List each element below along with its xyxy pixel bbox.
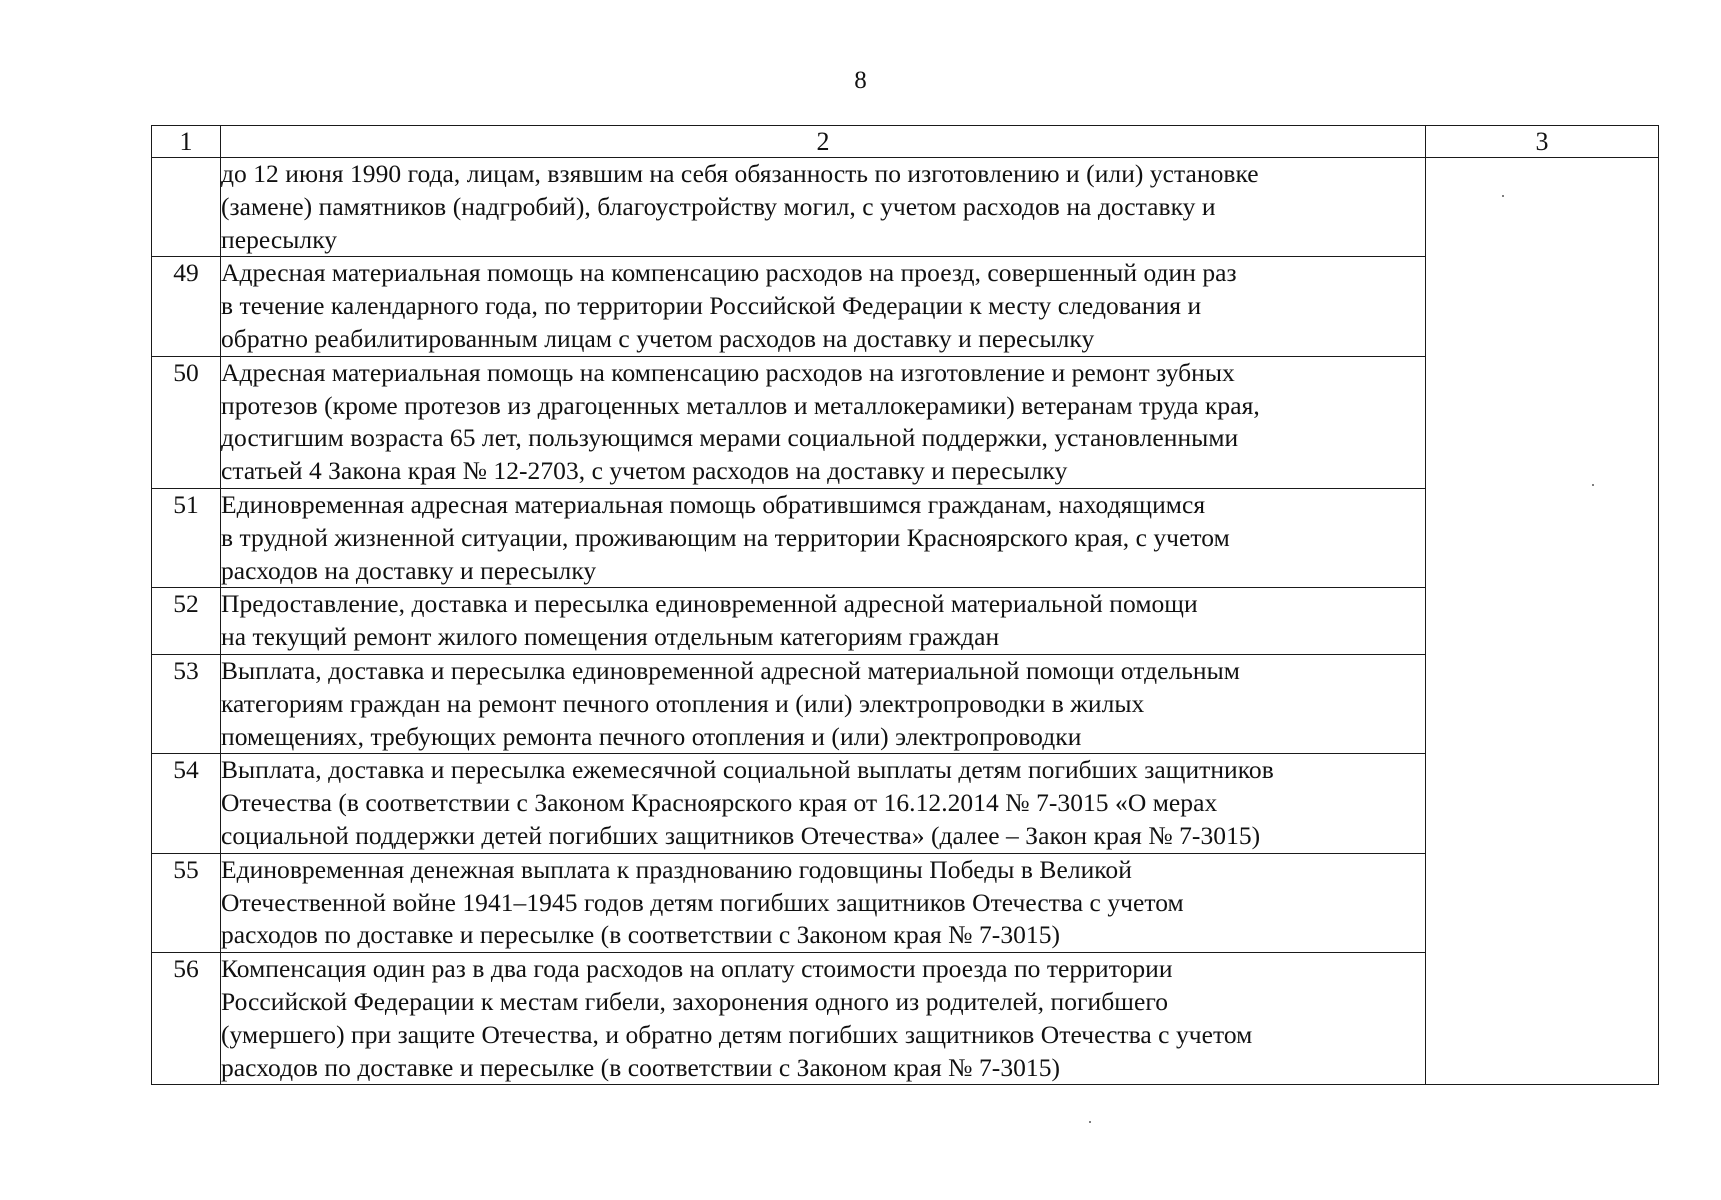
table-row	[152, 158, 1659, 257]
header-col-2: 2	[221, 126, 1426, 158]
column-3-cell	[1426, 158, 1659, 1085]
row-text: Единовременная денежная выплата к празднованию годовщины Победы в Великой Отечественной войне 1941–1945 годов детям погибших защитников Отечества с учетом расходов по доставке и пересылке (в соответствии с Законом края № 7-3015)	[221, 853, 1426, 952]
row-number: 54	[152, 754, 221, 853]
header-col-1: 1	[152, 126, 221, 158]
row-number: 49	[152, 257, 221, 356]
row-text: Выплата, доставка и пересылка ежемесячной социальной выплаты детям погибших защитников Отечества (в соответствии с Законом Красноярского края от 16.12.2014 № 7-3015 «О мерах социальной поддержки детей погибших защитников Отечества» (далее – Закон края № 7-3015)	[221, 754, 1426, 853]
row-text: Предоставление, доставка и пересылка единовременной адресной материальной помощи на текущий ремонт жилого помещения отдельным категориям граждан	[221, 588, 1426, 655]
services-table	[151, 125, 1659, 1085]
page-number: 8	[854, 67, 867, 94]
row-text: Адресная материальная помощь на компенсацию расходов на изготовление и ремонт зубных протезов (кроме протезов из драгоценных металлов и металлокерамики) ветеранам труда края, достигшим возраста 65 лет, пользующимся мерами социальной поддержки, установленными статьей 4 Закона края № 12-2703, с учетом расходов на доставку и пересылку	[221, 356, 1426, 488]
scan-speck	[1592, 484, 1594, 486]
row-number: 53	[152, 654, 221, 753]
row-text: Адресная материальная помощь на компенсацию расходов на проезд, совершенный один раз в течение календарного года, по территории Российской Федерации к месту следования и обратно реабилитированным лицам с учетом расходов на доставку и пересылку	[221, 257, 1426, 356]
row-text: Выплата, доставка и пересылка единовременной адресной материальной помощи отдельным категориям граждан на ремонт печного отопления и (или) электропроводки в жилых помещениях, требующих ремонта печного отопления и (или) электропроводки	[221, 654, 1426, 753]
row-text: до 12 июня 1990 года, лицам, взявшим на себя обязанность по изготовлению и (или) установке (замене) памятников (надгробий), благоустройству могил, с учетом расходов на доставку и пересылку	[221, 158, 1426, 257]
row-number	[152, 158, 221, 257]
row-text: Компенсация один раз в два года расходов на оплату стоимости проезда по территории Российской Федерации к местам гибели, захоронения одного из родителей, погибшего (умершего) при защите Отечества, и обратно детям погибших защитников Отечества с учетом расходов по доставке и пересылке (в соответствии с Законом края № 7-3015)	[221, 953, 1426, 1085]
row-number: 55	[152, 853, 221, 952]
row-number: 52	[152, 588, 221, 655]
row-number: 51	[152, 488, 221, 587]
scan-speck	[1089, 1121, 1091, 1123]
scan-speck	[1502, 195, 1504, 197]
row-number: 50	[152, 356, 221, 488]
table-header-row	[152, 126, 1659, 158]
table-body	[152, 126, 1659, 1085]
row-text: Единовременная адресная материальная помощь обратившимся гражданам, находящимся в трудной жизненной ситуации, проживающим на территории Красноярского края, с учетом расходов на доставку и пересылку	[221, 488, 1426, 587]
row-number: 56	[152, 953, 221, 1085]
header-col-3: 3	[1426, 126, 1659, 158]
